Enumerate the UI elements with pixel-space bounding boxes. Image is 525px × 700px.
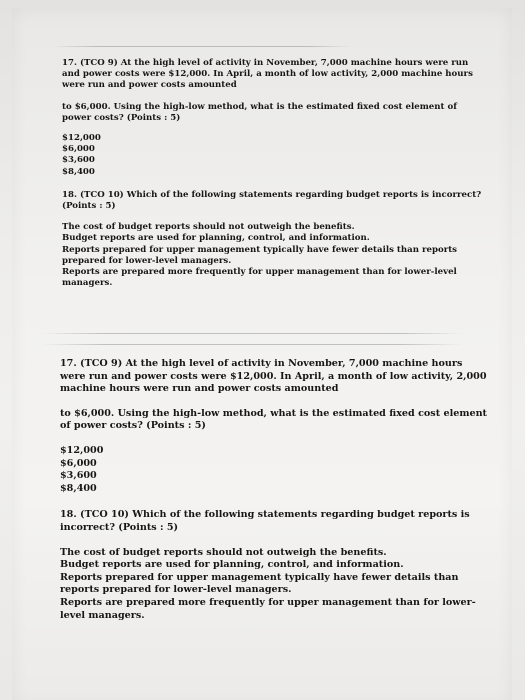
answer-option[interactable]: Reports are prepared more frequently for upper management than for lower-level managers.	[62, 267, 457, 289]
answer-option[interactable]: $3,600	[60, 470, 97, 482]
paper-sheet	[12, 8, 512, 700]
answer-option[interactable]: Budget reports are used for planning, control, and information.	[62, 233, 370, 244]
separator-line	[42, 344, 462, 345]
answer-option[interactable]: $8,400	[60, 482, 97, 494]
question-block-top	[62, 58, 482, 289]
separator-line	[52, 46, 352, 47]
question-block-bottom	[60, 358, 490, 622]
answer-option[interactable]: The cost of budget reports should not outweigh the benefits.	[62, 222, 355, 233]
question-17-stem-part2: to $6,000. Using the high-low method, what is the estimated fixed cost element of power costs? (Points : 5)	[62, 101, 457, 123]
question-17-stem-part1: 17. (TCO 9) At the high level of activity in November, 7,000 machine hours were run and power costs were $12,000. In April, a month of low activity, 2,000 machine hours were run and power costs amounted	[60, 358, 487, 395]
answer-option[interactable]: $12,000	[62, 133, 101, 144]
question-17-stem-part2: to $6,000. Using the high-low method, what is the estimated fixed cost element of power costs? (Points : 5)	[60, 407, 487, 432]
question-18-stem: 18. (TCO 10) Which of the following statements regarding budget reports is incorrect? (Points : 5)	[60, 509, 470, 533]
answer-option[interactable]: $3,600	[62, 155, 95, 166]
answer-option[interactable]: Reports prepared for upper management typically have fewer details than reports prepared for lower-level managers.	[62, 244, 458, 266]
question-18-options	[60, 547, 490, 623]
answer-option[interactable]: $12,000	[60, 444, 104, 456]
question-17-stem-part1: 17. (TCO 9) At the high level of activity in November, 7,000 machine hours were run and power costs were $12,000. In April, a month of low activity, 2,000 machine hours were run and power costs amounted	[62, 58, 473, 91]
answer-option[interactable]: Reports prepared for upper management typically have fewer details than reports prepared for lower-level managers.	[60, 571, 459, 596]
answer-option[interactable]: Reports are prepared more frequently for upper management than for lower-level managers.	[60, 596, 476, 621]
question-17-options	[62, 133, 482, 178]
answer-option[interactable]: Budget reports are used for planning, control, and information.	[60, 559, 404, 571]
answer-option[interactable]: The cost of budget reports should not outweigh the benefits.	[60, 546, 387, 558]
separator-line	[42, 333, 462, 334]
question-18-stem: 18. (TCO 10) Which of the following statements regarding budget reports is incorrect? (Points : 5)	[62, 189, 482, 212]
answer-option[interactable]: $8,400	[62, 166, 95, 177]
answer-option[interactable]: $6,000	[62, 144, 95, 155]
question-18-options	[62, 222, 482, 289]
answer-option[interactable]: $6,000	[60, 457, 97, 469]
question-17-options	[60, 445, 490, 495]
